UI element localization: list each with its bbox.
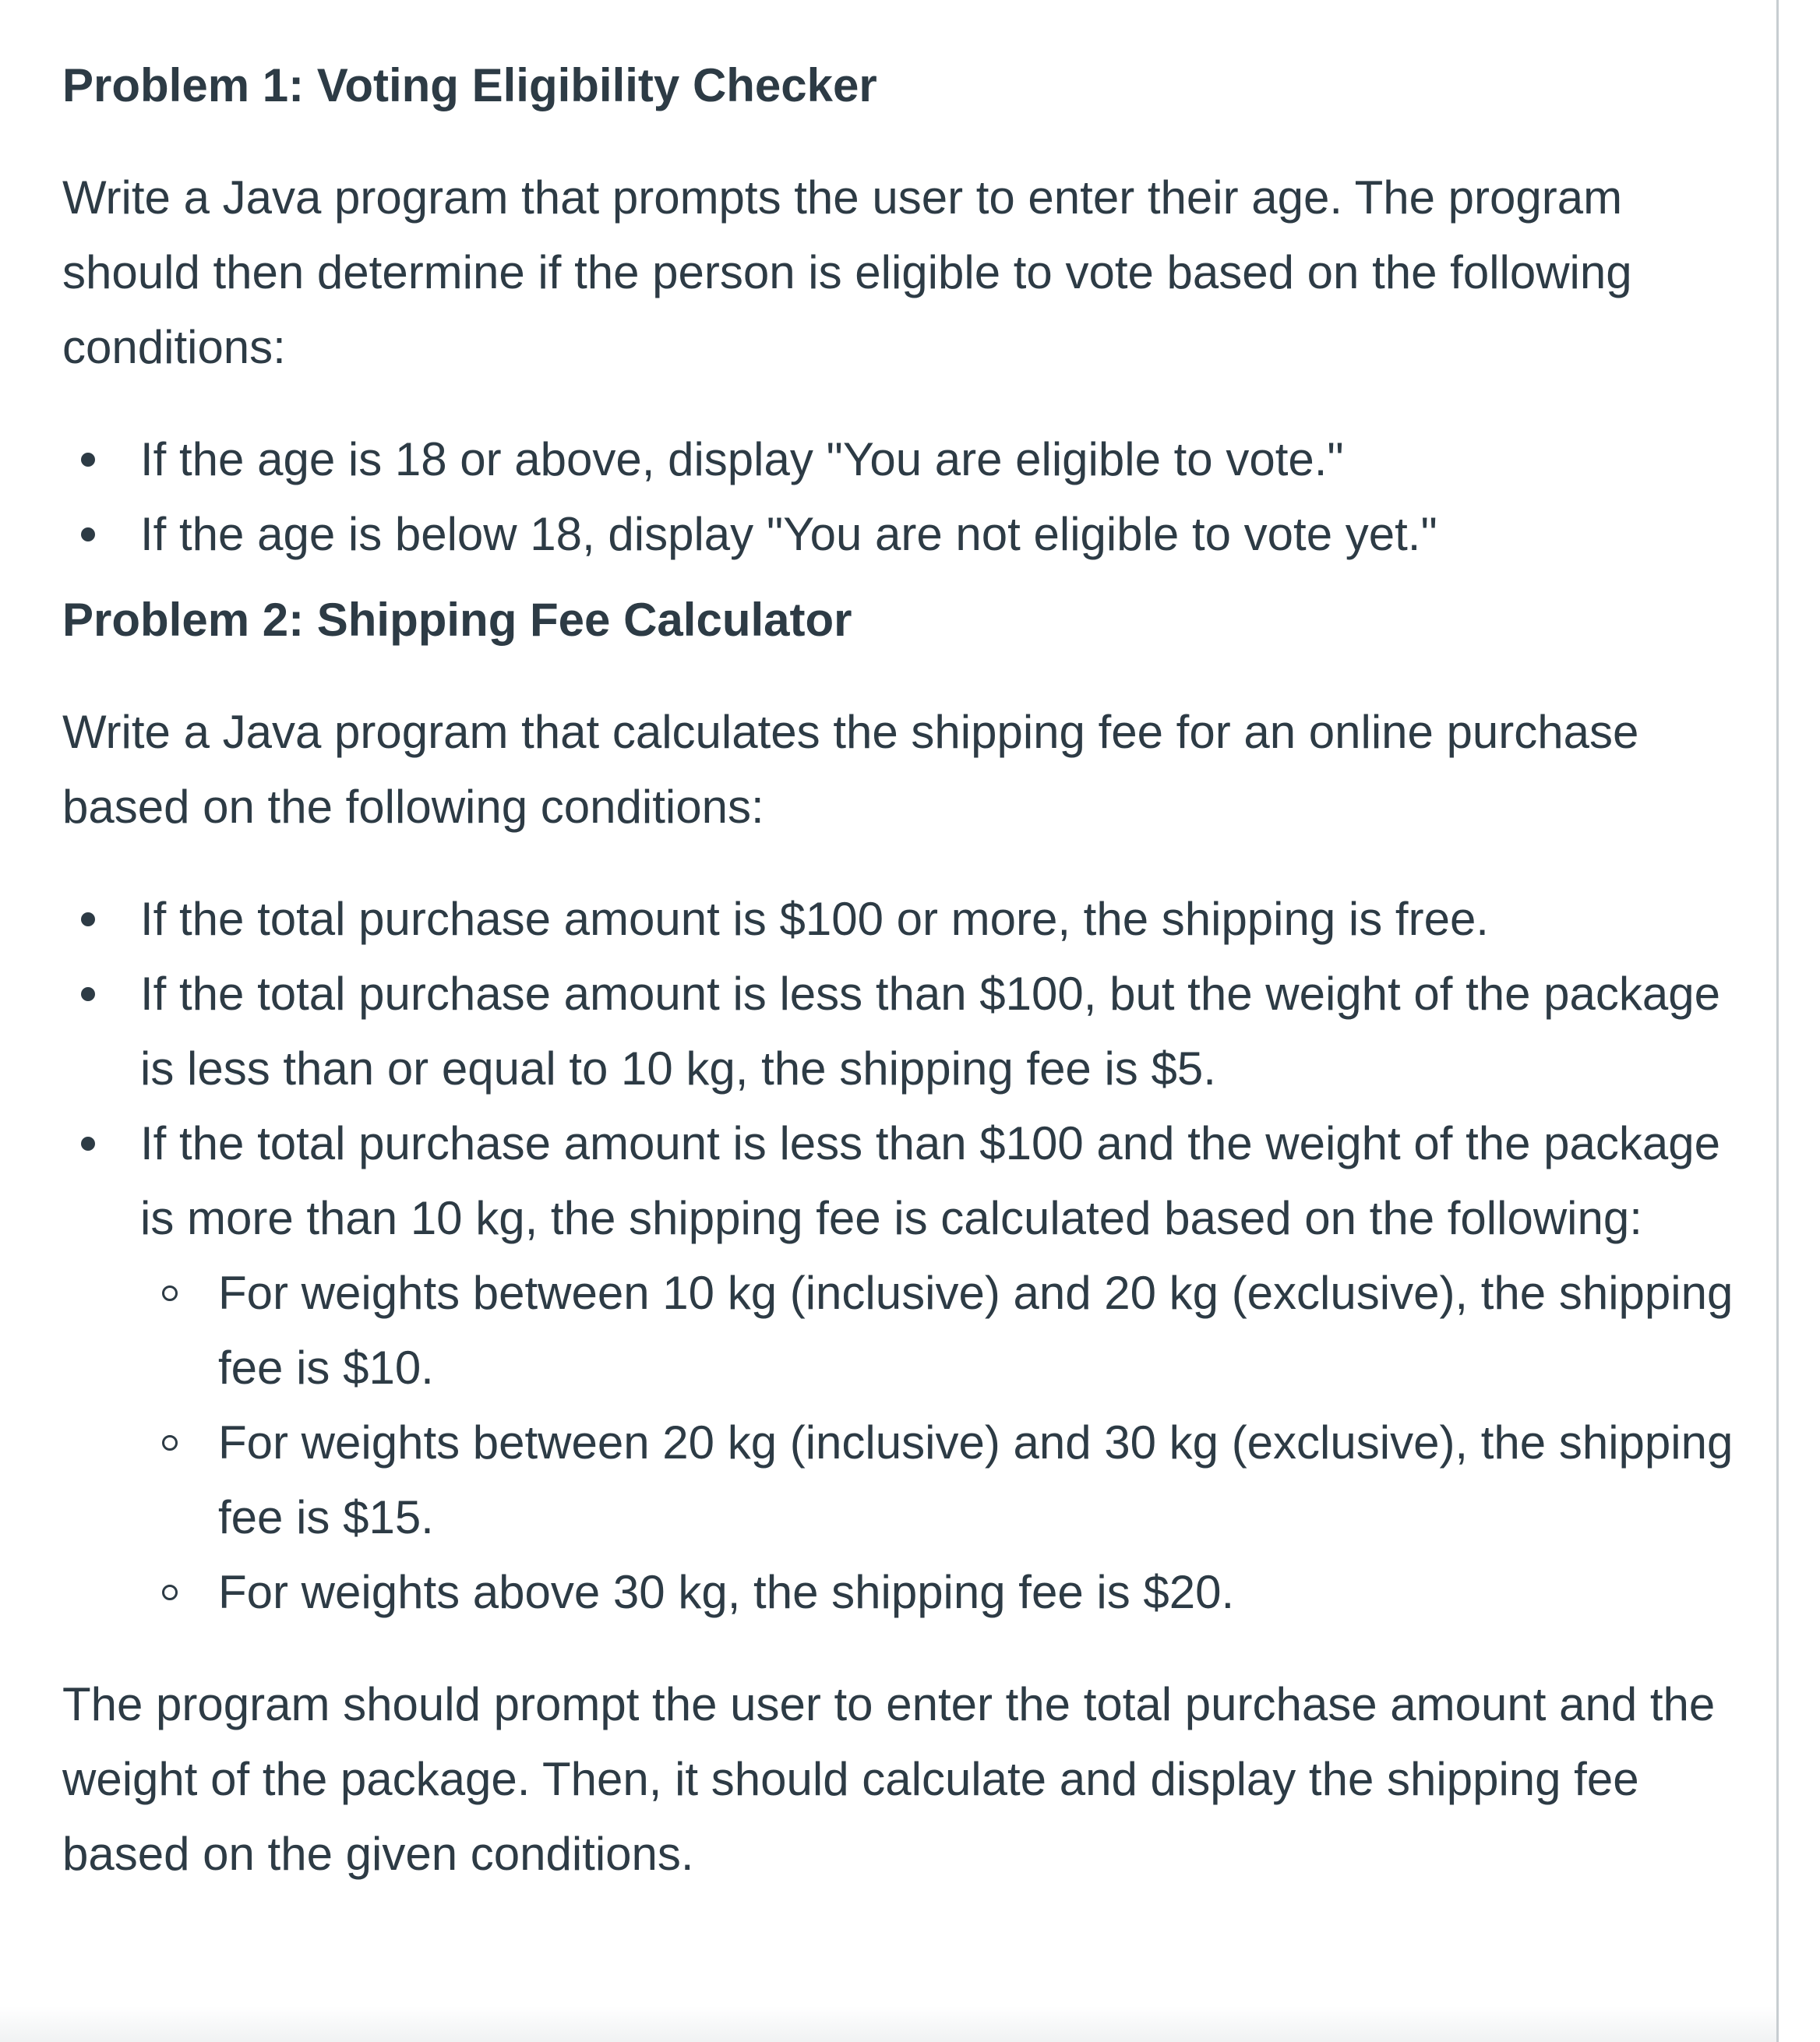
assignment-content [62,48,1753,1892]
condition-text: If the age is 18 or above, display "You are eligible to vote." [140,433,1344,485]
list-item [218,1256,1753,1405]
problem2-conditions-list [62,882,1753,1630]
bullet-icon [81,912,95,926]
hollow-bullet-icon [162,1585,178,1600]
condition-text: If the total purchase amount is less than $100 and the weight of the package is more than 10 kg, the shipping fee is calculated based on the following: [140,1117,1721,1244]
list-item [140,497,1753,572]
list-item [218,1555,1753,1630]
condition-text: If the total purchase amount is $100 or more, the shipping is free. [140,893,1489,945]
tier-text: For weights between 20 kg (inclusive) and 30 kg (exclusive), the shipping fee is $15. [218,1416,1734,1543]
content-divider [1776,0,1779,2042]
list-item [140,422,1753,497]
bullet-icon [81,1137,95,1151]
hollow-bullet-icon [162,1435,178,1451]
tier-text: For weights above 30 kg, the shipping fee is $20. [218,1566,1235,1618]
condition-text: If the total purchase amount is less than $100, but the weight of the package is less than or equal to 10 kg, the shipping fee is $5. [140,968,1720,1095]
problem1-description: Write a Java program that prompts the user to enter their age. The program should then determine if the person is eligible to vote based on the following conditions: [62,171,1632,373]
bullet-icon [81,453,95,467]
problem2-title: Problem 2: Shipping Fee Calculator [62,594,852,646]
list-item [140,882,1753,957]
list-item [140,1106,1753,1630]
problem1-title: Problem 1: Voting Eligibility Checker [62,59,877,111]
weight-tier-list [140,1256,1753,1630]
tier-text: For weights between 10 kg (inclusive) and 20 kg (exclusive), the shipping fee is $10. [218,1267,1734,1394]
bottom-edge [0,2006,1776,2042]
list-item [218,1405,1753,1555]
list-item [140,957,1753,1106]
hollow-bullet-icon [162,1286,178,1301]
problem2-description: Write a Java program that calculates the shipping fee for an online purchase based on the following conditions: [62,706,1639,833]
bullet-icon [81,987,95,1001]
problem2-closing: The program should prompt the user to enter the total purchase amount and the weight of the package. Then, it should calculate and display the shipping fee based on the given conditions. [62,1678,1716,1880]
condition-text: If the age is below 18, display "You are not eligible to vote yet." [140,508,1437,560]
bullet-icon [81,527,95,541]
problem1-conditions-list [62,422,1753,572]
